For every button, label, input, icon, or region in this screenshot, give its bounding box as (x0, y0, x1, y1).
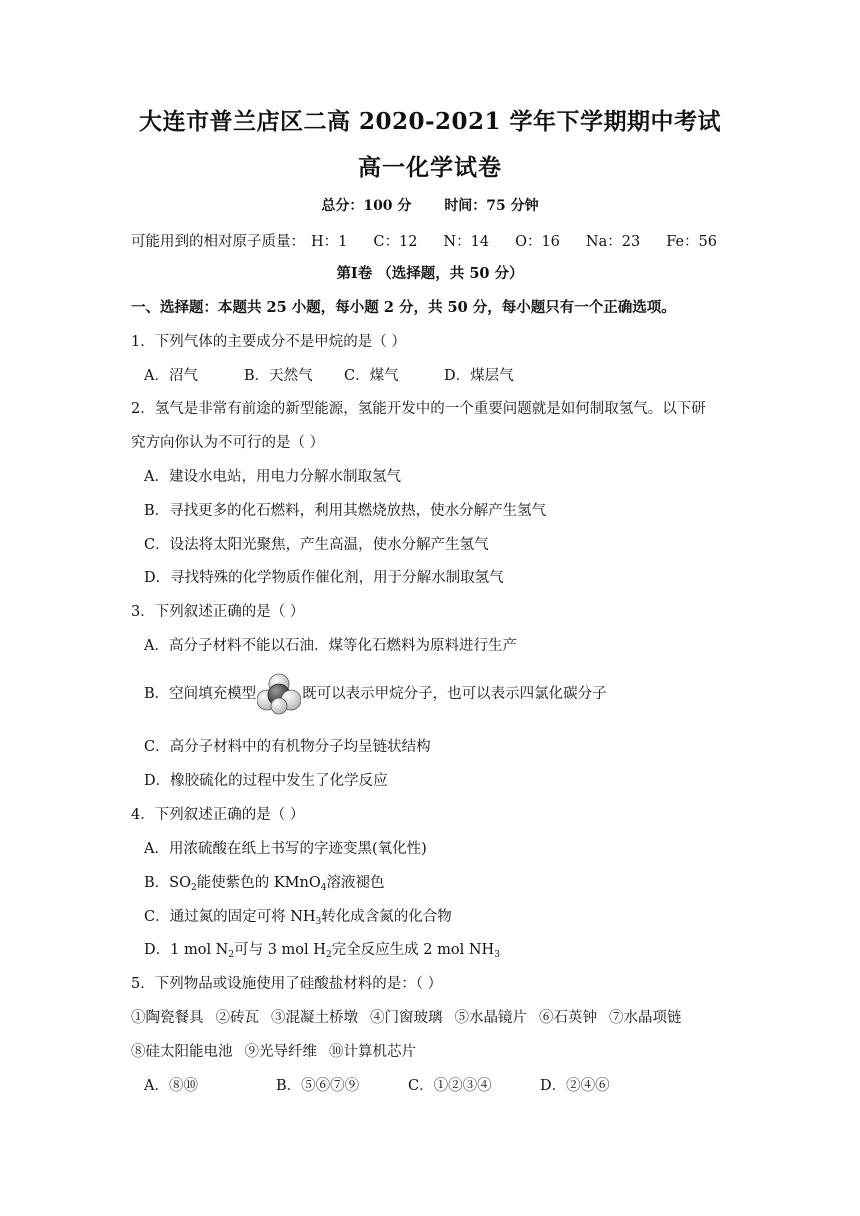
q4-d-sub2: 2 (325, 950, 332, 960)
mass-o: O：16 (515, 234, 560, 250)
q5-item-10: ⑩计算机芯片 (329, 1044, 416, 1060)
q5-item-1: ①陶瓷餐具 (131, 1010, 204, 1026)
q3-option-c: C．高分子材料中的有机物分子均呈链状结构 (144, 739, 431, 755)
q5-item-9: ⑨光导纤维 (244, 1044, 317, 1060)
q5-options (144, 1076, 672, 1096)
atomic-masses-label: 可能用到的相对原子质量： (131, 234, 305, 250)
q3-stem: 3．下列叙述正确的是（ ） (131, 604, 305, 620)
q2-stem-line2: 究方向你认为不可行的是（ ） (131, 435, 325, 451)
q5-item-7: ⑦水晶项链 (609, 1010, 682, 1026)
q1-option-c: C．煤气 (344, 368, 399, 384)
q4-b-sub1: 2 (190, 883, 197, 893)
q4-d-text2: 可与 3 mol H (234, 942, 326, 958)
mass-fe: Fe：56 (666, 234, 718, 250)
q2-option-b: B．寻找更多的化石燃料，利用其燃烧放热，使水分解产生氢气 (144, 503, 547, 519)
q4-option-b (144, 873, 384, 893)
q5-option-d: D．②④⑥ (540, 1078, 610, 1094)
q5-item-6: ⑥石英钟 (539, 1010, 597, 1026)
q5-option-a: A．⑧⑩ (144, 1078, 198, 1094)
section-instruction: 一、选择题：本题共 25 小题，每小题 2 分，共 50 分，每小题只有一个正确选项。 (131, 299, 676, 316)
space-filling-model-icon (257, 673, 301, 715)
q5-item-2: ②砖瓦 (215, 1010, 259, 1026)
q4-d-sub3: 3 (494, 950, 500, 960)
mass-h: H：1 (311, 234, 348, 250)
q4-b-sub2: 4 (320, 883, 327, 893)
q4-option-c (144, 907, 452, 927)
q5-items-line1 (131, 1008, 694, 1028)
exam-title: 大连市普兰店区二高 2020-2021 学年下学期期中考试 (138, 108, 722, 135)
q4-b-text2: 能使紫色的 KMnO (196, 875, 321, 891)
mass-n: N：14 (443, 234, 490, 250)
q1-option-b: B．天然气 (244, 368, 313, 384)
q5-items-line2 (131, 1042, 428, 1062)
q4-c-text1: C．通过氮的固定可将 NH (144, 909, 316, 925)
q2-option-c: C．设法将太阳光聚焦，产生高温，使水分解产生氢气 (144, 537, 489, 553)
q5-item-8: ⑧硅太阳能电池 (131, 1044, 233, 1060)
total-score: 总分：100 分 (321, 198, 412, 214)
q5-stem: 5．下列物品或设施使用了硅酸盐材料的是：（ ） (131, 976, 443, 992)
q4-stem: 4．下列叙述正确的是（ ） (131, 807, 305, 823)
q3-option-b (144, 672, 607, 716)
atomic-masses (131, 232, 743, 252)
q2-option-d: D．寻找特殊的化学物质作催化剂，用于分解水制取氢气 (144, 570, 504, 586)
q5-option-b: B．⑤⑥⑦⑨ (276, 1078, 360, 1094)
q2-option-a: A．建设水电站，用电力分解水制取氢气 (144, 469, 401, 485)
q4-option-a: A．用浓硫酸在纸上书写的字迹变黑(氧化性) (144, 841, 427, 857)
q4-c-text2: 转化成含氮的化合物 (321, 909, 452, 925)
q3-option-d: D．橡胶硫化的过程中发生了化学反应 (144, 773, 388, 789)
q2-stem-line1: 2．氢气是非常有前途的新型能源，氢能开发中的一个重要问题就是如何制取氢气。以下研 (131, 401, 706, 417)
q4-c-sub: 3 (315, 917, 322, 927)
q5-item-4: ④门窗玻璃 (370, 1010, 443, 1026)
exam-subtitle: 高一化学试卷 (358, 154, 502, 181)
q4-d-text1: D．1 mol N (144, 942, 229, 958)
section-title: 第Ⅰ卷 （选择题，共 50 分） (336, 265, 524, 282)
q1-option-d: D．煤层气 (444, 368, 514, 384)
q3-option-b-pre: B．空间填充模型 (144, 686, 257, 702)
q3-option-b-post: 既可以表示甲烷分子，也可以表示四氯化碳分子 (302, 686, 607, 702)
q5-item-5: ⑤水晶镜片 (454, 1010, 527, 1026)
q5-item-3: ③混凝土桥墩 (271, 1010, 358, 1026)
q4-d-sub1: 2 (228, 950, 235, 960)
q4-d-text3: 完全反应生成 2 mol NH (331, 942, 495, 958)
q1-option-a: A．沼气 (144, 368, 198, 384)
q4-option-d (144, 940, 500, 960)
mass-c: C：12 (373, 234, 418, 250)
q3-option-a: A．高分子材料不能以石油．煤等化石燃料为原料进行生产 (144, 638, 517, 654)
exam-time: 时间：75 分钟 (444, 198, 539, 214)
q1-options (144, 366, 544, 386)
q4-b-text3: 溶液褪色 (326, 875, 385, 891)
q4-b-text1: B．SO (144, 875, 191, 891)
q1-stem: 1．下列气体的主要成分不是甲烷的是（ ） (131, 334, 406, 350)
exam-meta (0, 195, 860, 215)
mass-na: Na：23 (585, 234, 641, 250)
q5-option-c: C．①②③④ (408, 1078, 492, 1094)
